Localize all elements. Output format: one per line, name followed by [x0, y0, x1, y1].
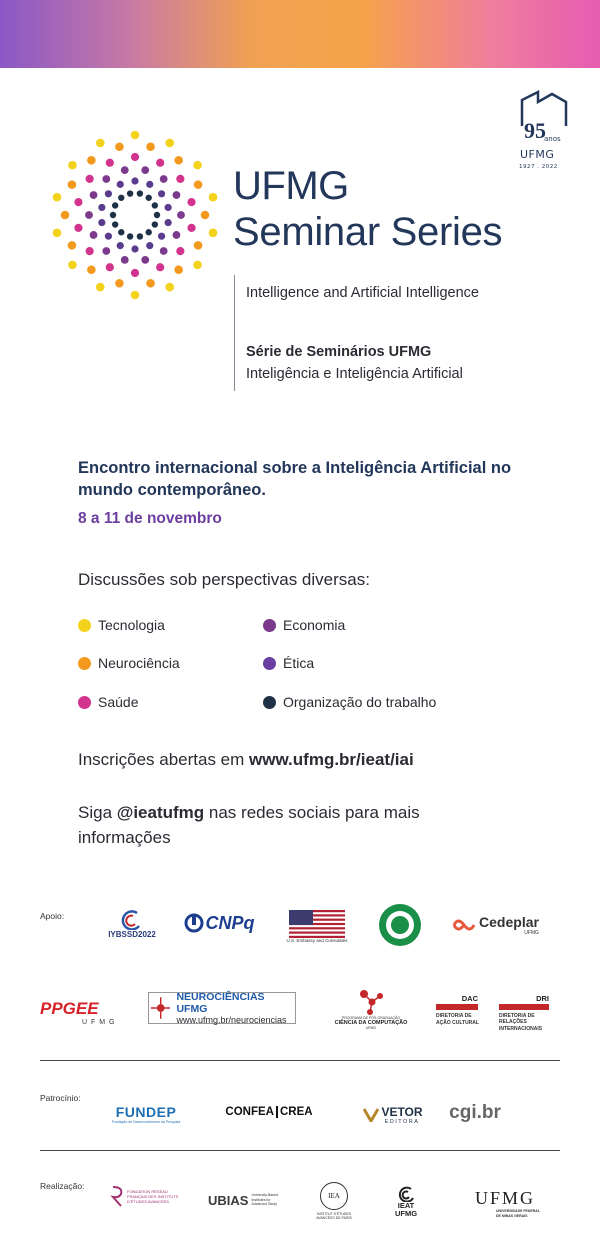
sunburst-dot: [165, 219, 172, 226]
sunburst-dot: [105, 190, 112, 197]
sunburst-dot: [193, 161, 202, 170]
vetor-logo: VETOR EDITORA: [356, 1103, 430, 1127]
badge-number: 95: [524, 118, 546, 143]
sunburst-dot: [96, 283, 105, 292]
topic-organizacao: Organização do trabalho: [263, 694, 436, 710]
ieat-logo: IEAT UFMG: [386, 1182, 426, 1222]
sunburst-dot: [98, 219, 105, 226]
sunburst-dot: [141, 256, 149, 264]
vertical-divider: [234, 275, 235, 391]
badge-name: UFMG: [520, 148, 555, 161]
sunburst-dot: [176, 247, 184, 255]
apoio-label: Apoio:: [40, 911, 65, 921]
sunburst-dot: [193, 261, 202, 270]
sunburst-dot: [74, 198, 82, 206]
cedeplar-logo: Cedeplar UFMG: [448, 910, 543, 940]
sunburst-dot: [110, 212, 116, 218]
cedeplar-icon: [452, 917, 476, 933]
sunburst-dot: [131, 177, 138, 184]
ufmg-95-anos-badge: [518, 88, 570, 180]
sunburst-dot: [156, 263, 164, 271]
title-line-2: Seminar Series: [233, 210, 503, 254]
iybssd-logo: IYBSSD2022: [106, 900, 158, 948]
sunburst-dot: [177, 211, 185, 219]
sunburst-dot: [165, 204, 172, 211]
patrocinio-label: Patrocínio:: [40, 1093, 81, 1103]
sunburst-dot: [156, 159, 164, 167]
sunburst-dot: [137, 190, 143, 196]
magenta-dot-icon: [78, 696, 91, 709]
fundep-logo: FUNDEP Fundação de Desenvolvimento da Pesquisa: [111, 1104, 181, 1124]
topic-etica: Ética: [263, 655, 314, 671]
sunburst-dot: [121, 256, 129, 264]
registration-line: Inscrições abertas em www.ufmg.br/ieat/iai: [78, 750, 414, 769]
subtitle-en: Intelligence and Artificial Intelligence: [246, 285, 479, 301]
sunburst-dot: [209, 229, 218, 238]
sunburst-dot: [131, 131, 140, 140]
sunburst-dot: [146, 142, 155, 151]
sunburst-dot: [68, 161, 77, 170]
topic-saude: Saúde: [78, 694, 138, 710]
cnpq-icon: [184, 913, 204, 933]
discussions-title: Discussões sob perspectivas diversas:: [78, 570, 370, 589]
sunburst-dot: [176, 175, 184, 183]
ufmg-sunburst-logo: [50, 130, 220, 300]
sunburst-dot: [102, 175, 110, 183]
sunburst-dot: [117, 242, 124, 249]
sunburst-dot: [90, 191, 98, 199]
sunburst-dot: [115, 142, 124, 151]
sunburst-dot: [112, 221, 118, 227]
sunburst-dot: [173, 191, 181, 199]
sunburst-dot: [61, 211, 70, 220]
sunburst-dot: [98, 204, 105, 211]
plum-dot-icon: [263, 619, 276, 632]
sunburst-dot: [174, 156, 183, 165]
sunburst-dot: [102, 247, 110, 255]
sunburst-dot: [165, 283, 174, 292]
vetor-v-icon: [363, 1108, 379, 1122]
dri-logo: DRI DIRETORIA DE RELAÇÕES INTERNACIONAIS: [499, 993, 549, 1032]
sunburst-dot: [106, 159, 114, 167]
sunburst-dot: [112, 202, 118, 208]
ppgee-logo: PPGEE U F M G: [40, 998, 116, 1026]
title-line-1: UFMG: [233, 164, 349, 208]
sunburst-dot: [146, 195, 152, 201]
cgi-br-logo: cgi.br: [449, 1102, 501, 1123]
sunburst-dot: [106, 263, 114, 271]
sunburst-dot: [68, 180, 77, 189]
subtitle-pt-bold: Série de Seminários UFMG: [246, 344, 432, 360]
topic-neurociencia: Neurociência: [78, 655, 180, 671]
badge-years: 1927 . 2022: [519, 164, 558, 170]
sunburst-dot: [105, 233, 112, 240]
purple-dot-icon: [263, 657, 276, 670]
sunburst-dot: [118, 229, 124, 235]
badge-anos: anos: [544, 135, 561, 143]
neurociencias-logo: NEUROCIÊNCIAS UFMG www.ufmg.br/neurociencias: [148, 992, 296, 1024]
sunburst-dot: [131, 153, 139, 161]
sunburst-dot: [141, 166, 149, 174]
sunburst-dot: [174, 265, 183, 274]
ieat-swirl-icon: [395, 1186, 417, 1202]
divider-apoio: [40, 1060, 560, 1061]
navy-dot-icon: [263, 696, 276, 709]
sunburst-dot: [201, 211, 210, 220]
us-flag-icon: [289, 910, 345, 938]
sunburst-dot: [158, 233, 165, 240]
sunburst-dot: [74, 224, 82, 232]
sunburst-dot: [96, 139, 105, 148]
sunburst-dot: [173, 231, 181, 239]
cnpq-logo: CNPq: [178, 908, 260, 938]
network-nodes-icon: [356, 988, 386, 1016]
sunburst-dot: [86, 247, 94, 255]
dac-logo: DAC DIRETORIA DE AÇÃO CULTURAL: [436, 994, 479, 1026]
sunburst-dot: [187, 224, 195, 232]
event-date: 8 a 11 de novembro: [78, 510, 222, 527]
sunburst-dot: [146, 229, 152, 235]
ubias-logo: UBIAS University-Based Institutes for Advanced Study: [208, 1192, 278, 1208]
ufmg-footer-logo: UFMG UNIVERSIDADE FEDERAL DE MINAS GERAIS: [474, 1188, 540, 1218]
sunburst-dot: [152, 202, 158, 208]
sunburst-dot: [146, 242, 153, 249]
sunburst-dot: [194, 180, 203, 189]
social-line: Siga @ieatufmg nas redes sociais para mais informações: [78, 803, 420, 847]
rfiea-r-icon: [110, 1185, 124, 1207]
topic-tecnologia: Tecnologia: [78, 617, 165, 633]
registration-link[interactable]: www.ufmg.br/ieat/iai: [249, 750, 414, 769]
sunburst-dot: [131, 291, 140, 300]
sunburst-dot: [209, 193, 218, 202]
sunburst-dot: [152, 221, 158, 227]
dri-red-bar: [499, 1004, 549, 1010]
sunburst-dot: [53, 229, 62, 238]
sunburst-dot: [115, 279, 124, 288]
sunburst-dot: [127, 190, 133, 196]
sunburst-dot: [127, 233, 133, 239]
sunburst-dot: [87, 156, 96, 165]
green-seal-icon: [377, 902, 423, 948]
sunburst-dot: [131, 269, 139, 277]
sunburst-dot: [158, 190, 165, 197]
realizacao-label: Realização:: [40, 1181, 85, 1191]
sunburst-dot: [85, 211, 93, 219]
iea-paris-logo: IEA INSTITUT D'ÉTUDES AVANCÉES DE PARIS: [314, 1178, 354, 1224]
sunburst-dot: [53, 193, 62, 202]
sunburst-dot: [165, 139, 174, 148]
sunburst-dot: [117, 181, 124, 188]
sunburst-dot: [137, 233, 143, 239]
iybssd-swirl-icon: [119, 910, 145, 930]
sunburst-dot: [187, 198, 195, 206]
social-handle[interactable]: @ieatufmg: [116, 803, 205, 822]
confea-crea-logo: CONFEA CREA: [225, 1106, 313, 1118]
gradient-top-bar: [0, 0, 600, 68]
sunburst-dot: [160, 175, 168, 183]
sunburst-dot: [154, 212, 160, 218]
sunburst-dot: [194, 241, 203, 250]
sunburst-dot: [68, 261, 77, 270]
sunburst-dot: [68, 241, 77, 250]
sunburst-dot: [90, 231, 98, 239]
ppgcc-logo: PROGRAMA DE PÓS-GRADUAÇÃO CIÊNCIA DA COMPUTAÇÃO UFMG: [338, 980, 404, 1038]
sunburst-dot: [146, 181, 153, 188]
sunburst-dot: [121, 166, 129, 174]
dac-red-bar: [436, 1004, 478, 1010]
sunburst-dot: [86, 175, 94, 183]
divider-patrocinio: [40, 1150, 560, 1151]
subtitle-pt: Inteligência e Inteligência Artificial: [246, 366, 463, 382]
topic-economia: Economia: [263, 617, 345, 633]
sunburst-dot: [118, 195, 124, 201]
sunburst-dot: [131, 245, 138, 252]
yellow-dot-icon: [78, 619, 91, 632]
sunburst-dot: [160, 247, 168, 255]
orange-dot-icon: [78, 657, 91, 670]
sunburst-dot: [87, 265, 96, 274]
neuron-icon: [151, 997, 170, 1019]
sunburst-dot: [146, 279, 155, 288]
us-embassy-logo: U.S. Embassy and Consulates: [288, 908, 346, 944]
rfiea-logo: FONDATION RÉSEAU FRANÇAIS DES INSTITUTS D'ÉTUDES AVANCÉES: [110, 1182, 192, 1210]
intro-heading: Encontro internacional sobre a Inteligência Artificial no mundo contemporâneo.: [78, 459, 512, 499]
